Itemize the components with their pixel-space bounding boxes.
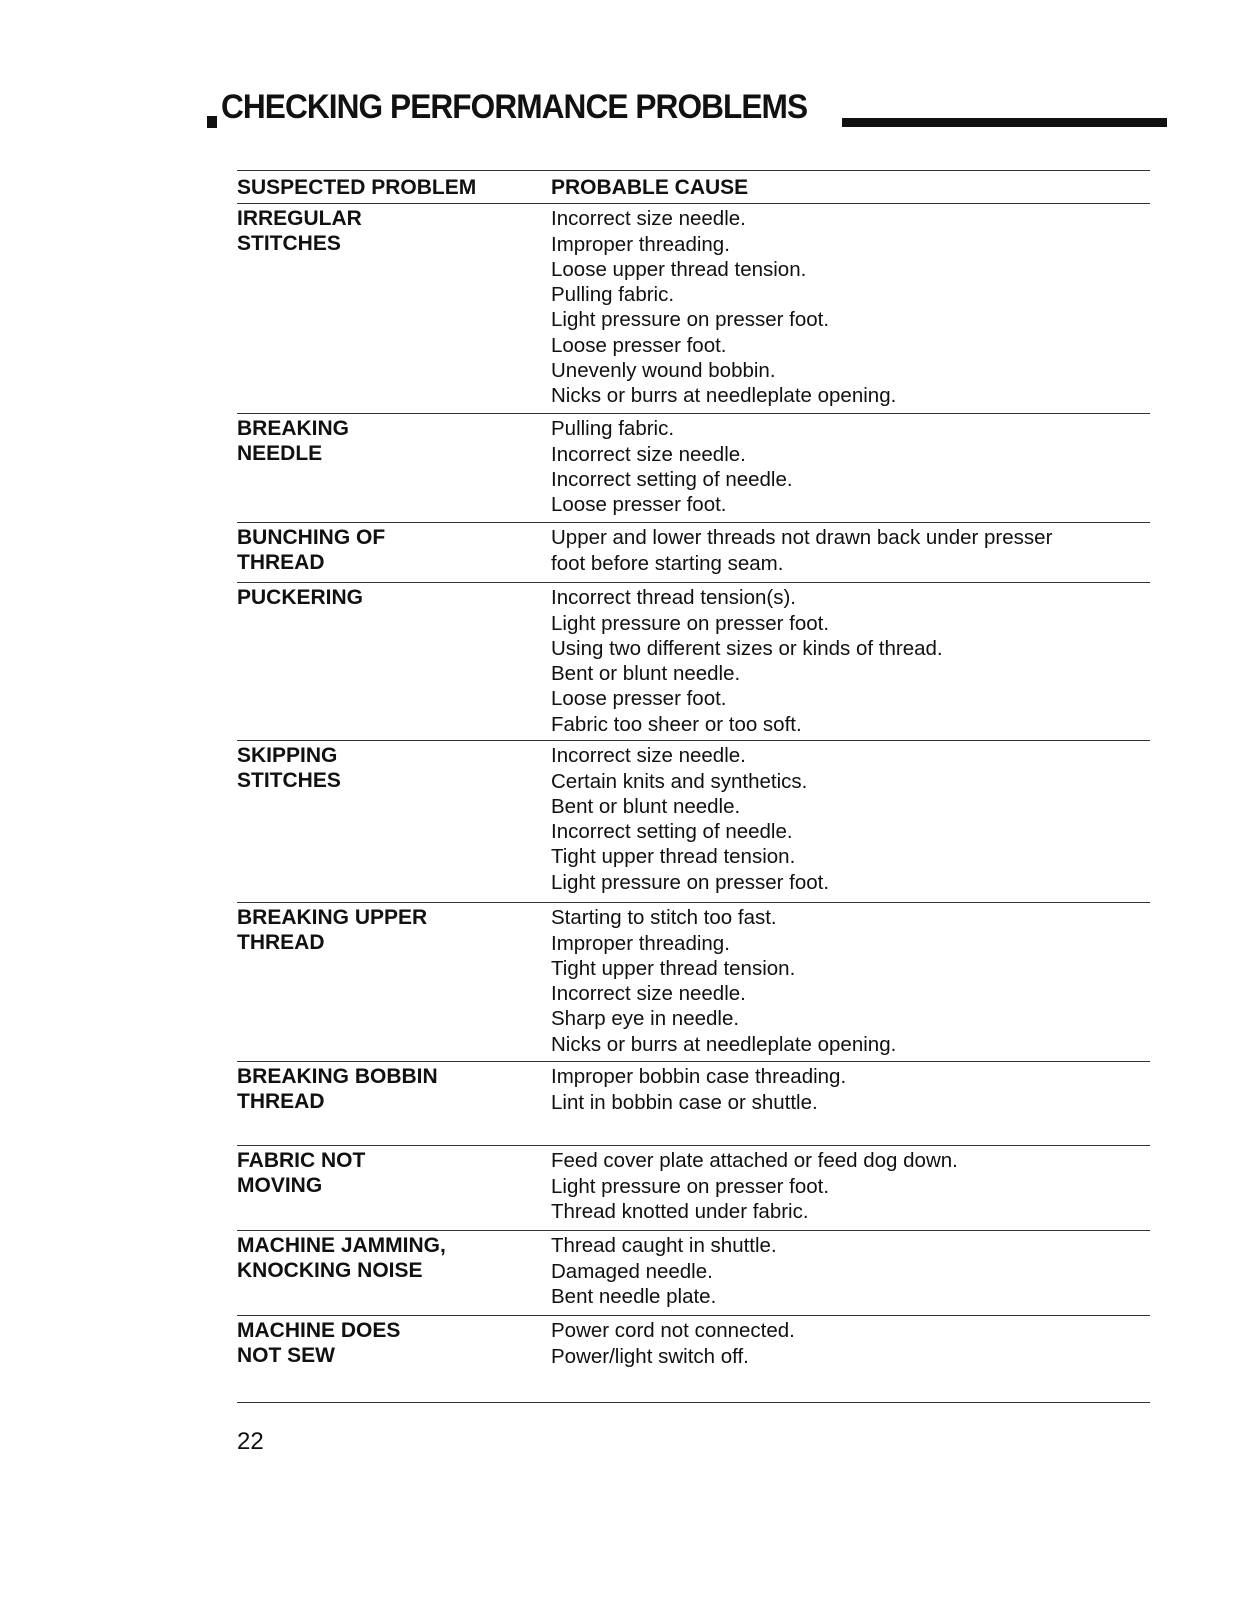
problem-line: THREAD	[237, 551, 325, 575]
cause-line: Damaged needle.	[551, 1259, 713, 1283]
table-row	[237, 1231, 1150, 1315]
cause-line: Incorrect setting of needle.	[551, 467, 793, 491]
problem-line: MACHINE DOES	[237, 1319, 401, 1343]
problem-line: NOT SEW	[237, 1344, 335, 1368]
cause-cell	[551, 585, 1150, 736]
table-row	[237, 1062, 1150, 1145]
cause-line: Light pressure on presser foot.	[551, 1174, 830, 1198]
cause-cell	[551, 905, 1150, 1057]
cause-line: Improper threading.	[551, 931, 730, 955]
table-row	[237, 741, 1150, 902]
problem-line: THREAD	[237, 1090, 325, 1114]
title-marker	[207, 116, 217, 128]
cause-cell	[551, 206, 1150, 409]
table-row	[237, 903, 1150, 1061]
cause-line: foot before starting seam.	[551, 551, 784, 575]
problem-line: MACHINE JAMMING,	[237, 1234, 446, 1258]
cause-cell	[551, 416, 1150, 518]
problem-cell	[237, 905, 551, 1057]
cause-line: Incorrect size needle.	[551, 207, 746, 231]
problem-line: PUCKERING	[237, 586, 364, 610]
cause-line: Incorrect size needle.	[551, 442, 746, 466]
cause-line: Certain knits and synthetics.	[551, 769, 808, 793]
cause-line: Loose presser foot.	[551, 333, 727, 357]
cause-line: Lint in bobbin case or shuttle.	[551, 1090, 818, 1114]
problem-line: STITCHES	[237, 769, 341, 793]
cause-line: Improper bobbin case threading.	[551, 1065, 847, 1089]
problem-line: BREAKING BOBBIN	[237, 1065, 438, 1089]
cause-cell	[551, 525, 1150, 578]
header-probable-cause: PROBABLE CAUSE	[551, 176, 749, 199]
cause-line: Bent or blunt needle.	[551, 662, 741, 686]
table-header-row	[237, 171, 1150, 203]
cause-line: Pulling fabric.	[551, 283, 675, 307]
cause-line: Light pressure on presser foot.	[551, 308, 830, 332]
cause-cell	[551, 1233, 1150, 1311]
table-bottom-rule	[237, 1402, 1150, 1403]
problem-line: NEEDLE	[237, 442, 323, 466]
table-row	[237, 1316, 1150, 1402]
cause-line: Incorrect setting of needle.	[551, 820, 793, 844]
problem-line: BREAKING UPPER	[237, 906, 428, 930]
problem-cell	[237, 1148, 551, 1226]
cause-line: Tight upper thread tension.	[551, 845, 796, 869]
table-row	[237, 204, 1150, 413]
problem-cell	[237, 1064, 551, 1141]
cause-cell	[551, 743, 1150, 898]
cause-line: Tight upper thread tension.	[551, 956, 796, 980]
cause-line: Unevenly wound bobbin.	[551, 359, 776, 383]
problem-cell	[237, 206, 551, 409]
problem-cell	[237, 416, 551, 518]
cause-line: Feed cover plate attached or feed dog down.	[551, 1149, 958, 1173]
cause-line: Incorrect thread tension(s).	[551, 586, 796, 610]
cause-cell	[551, 1318, 1150, 1398]
title-rule	[842, 118, 1167, 127]
page-title: CHECKING PERFORMANCE PROBLEMS	[221, 88, 808, 126]
cause-line: Upper and lower threads not drawn back under presser	[551, 526, 1053, 550]
cause-line: Nicks or burrs at needleplate opening.	[551, 384, 897, 408]
table-row	[237, 1146, 1150, 1230]
table-row	[237, 523, 1150, 582]
problem-line: BREAKING	[237, 417, 350, 441]
problem-line: FABRIC NOT	[237, 1149, 366, 1173]
cause-line: Thread knotted under fabric.	[551, 1199, 809, 1223]
cause-line: Loose presser foot.	[551, 687, 727, 711]
problem-cell	[237, 743, 551, 898]
cause-cell	[551, 1064, 1150, 1141]
page-title-bar	[207, 88, 1167, 136]
cause-line: Power/light switch off.	[551, 1344, 749, 1368]
cause-line: Light pressure on presser foot.	[551, 870, 830, 894]
troubleshooting-table	[237, 170, 1150, 1403]
problem-line: STITCHES	[237, 232, 341, 256]
cause-line: Incorrect size needle.	[551, 982, 746, 1006]
cause-line: Light pressure on presser foot.	[551, 611, 830, 635]
cause-line: Bent needle plate.	[551, 1284, 717, 1308]
problem-line: BUNCHING OF	[237, 526, 386, 550]
cause-line: Thread caught in shuttle.	[551, 1234, 777, 1258]
table-row	[237, 414, 1150, 522]
cause-line: Nicks or burrs at needleplate opening.	[551, 1032, 897, 1056]
problem-line: IRREGULAR	[237, 207, 362, 231]
problem-line: SKIPPING	[237, 744, 338, 768]
cause-line: Improper threading.	[551, 232, 730, 256]
cause-line: Pulling fabric.	[551, 417, 675, 441]
cause-line: Loose presser foot.	[551, 493, 727, 517]
problem-line: THREAD	[237, 931, 325, 955]
header-suspected-problem: SUSPECTED PROBLEM	[237, 176, 477, 199]
page-number: 22	[237, 1428, 264, 1455]
cause-line: Power cord not connected.	[551, 1319, 795, 1343]
problem-line: MOVING	[237, 1174, 323, 1198]
cause-cell	[551, 1148, 1150, 1226]
problem-cell	[237, 525, 551, 578]
cause-line: Starting to stitch too fast.	[551, 906, 777, 930]
cause-line: Using two different sizes or kinds of thread.	[551, 636, 943, 660]
cause-line: Incorrect size needle.	[551, 744, 746, 768]
cause-line: Sharp eye in needle.	[551, 1007, 740, 1031]
cause-line: Loose upper thread tension.	[551, 257, 807, 281]
problem-line: KNOCKING NOISE	[237, 1259, 423, 1283]
cause-line: Bent or blunt needle.	[551, 794, 741, 818]
cause-line: Fabric too sheer or too soft.	[551, 712, 802, 736]
problem-cell	[237, 1233, 551, 1311]
table-row	[237, 583, 1150, 740]
problem-cell	[237, 585, 551, 736]
problem-cell	[237, 1318, 551, 1398]
